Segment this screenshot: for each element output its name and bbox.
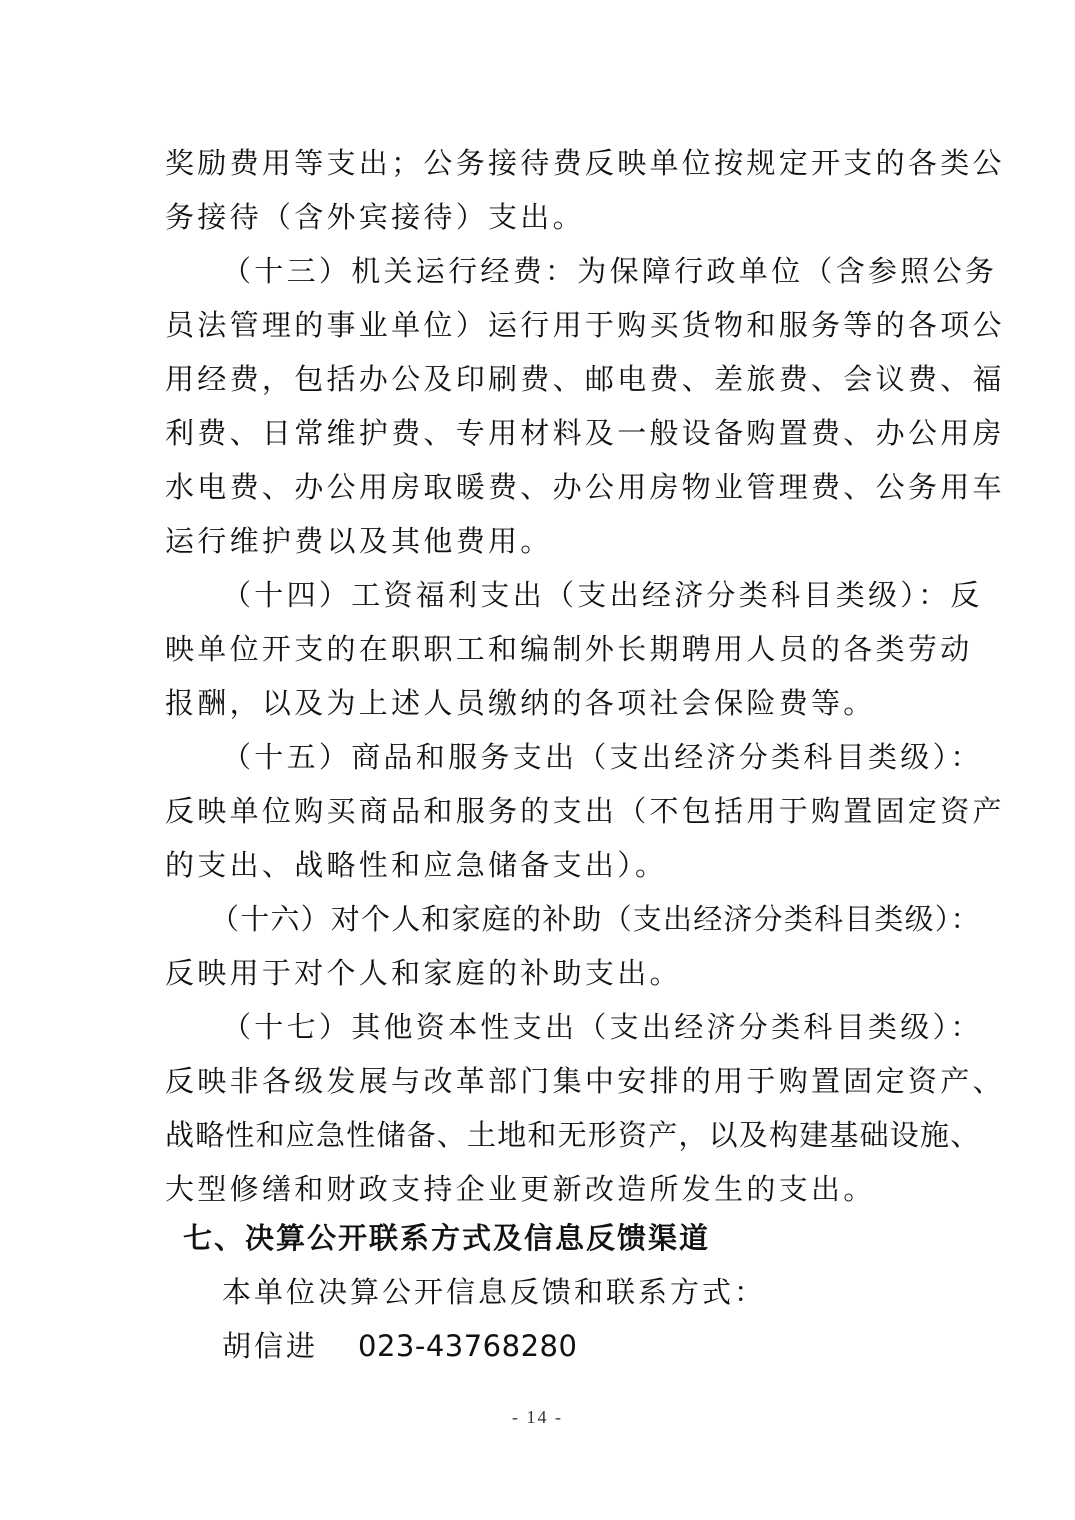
paragraph-line: （十三）机关运行经费：为保障行政单位（含参照公务 <box>222 254 998 288</box>
paragraph-line: 映单位开支的在职职工和编制外长期聘用人员的各类劳动 <box>165 632 973 666</box>
paragraph-line: （十六）对个人和家庭的补助（支出经济分类科目类级）： <box>210 902 981 936</box>
paragraph-line: 反映非各级发展与改革部门集中安排的用于购置固定资产、 <box>165 1064 1005 1098</box>
contact-phone: 023-43768280 <box>358 1329 578 1363</box>
page-number: - 14 - <box>512 1407 563 1427</box>
paragraph-line: （十七）其他资本性支出（支出经济分类科目类级）： <box>222 1010 983 1044</box>
contact-row <box>222 1326 577 1366</box>
paragraph-line: 的支出、战略性和应急储备支出）。 <box>165 848 668 882</box>
section-heading: 七、决算公开联系方式及信息反馈渠道 <box>183 1221 711 1255</box>
paragraph-line: 利费、日常维护费、专用材料及一般设备购置费、办公用房 <box>165 416 1005 450</box>
paragraph-line: （十五）商品和服务支出（支出经济分类科目类级）： <box>222 740 983 774</box>
paragraph-line: （十四）工资福利支出（支出经济分类科目类级）：反 <box>222 578 983 612</box>
paragraph-line: 战略性和应急性储备、土地和无形资产，以及构建基础设施、 <box>165 1118 981 1152</box>
paragraph-line: 用经费，包括办公及印刷费、邮电费、差旅费、会议费、福 <box>165 362 1005 396</box>
paragraph-line: 奖励费用等支出；公务接待费反映单位按规定开支的各类公 <box>165 146 1005 180</box>
paragraph-line: 水电费、办公用房取暖费、办公用房物业管理费、公务用车 <box>165 470 1005 504</box>
paragraph-line: 务接待（含外宾接待）支出。 <box>165 200 585 234</box>
contact-intro: 本单位决算公开信息反馈和联系方式： <box>222 1275 767 1309</box>
paragraph-line: 大型修缮和财政支持企业更新改造所发生的支出。 <box>165 1172 876 1206</box>
paragraph-line: 员法管理的事业单位）运行用于购买货物和服务等的各项公 <box>165 308 1005 342</box>
paragraph-line: 反映用于对个人和家庭的补助支出。 <box>165 956 682 990</box>
paragraph-line: 报酬，以及为上述人员缴纳的各项社会保险费等。 <box>165 686 876 720</box>
contact-name: 胡信进 <box>222 1329 319 1363</box>
paragraph-line: 运行维护费以及其他费用。 <box>165 524 553 558</box>
paragraph-line: 反映单位购买商品和服务的支出（不包括用于购置固定资产 <box>165 794 1005 828</box>
